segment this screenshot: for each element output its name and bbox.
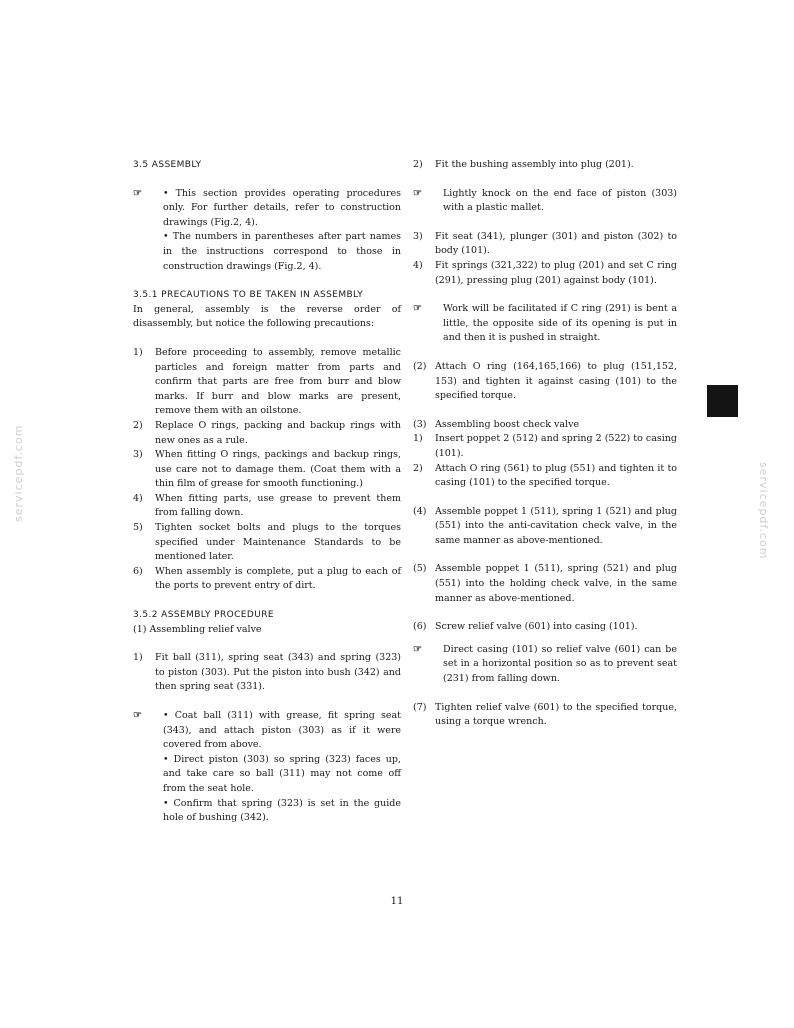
watermark-right: servicepdf.com — [757, 462, 770, 560]
pointing-hand-icon: ☞ — [133, 710, 142, 721]
intro-bullet-1: • This section provides operating procedures only. For further details, refer to construction drawings (Fig.2, 4). — [163, 187, 401, 228]
watermark-left: servicepdf.com — [12, 424, 25, 522]
item-6: (6) Screw relief valve (601) into casing (101). — [413, 621, 638, 633]
left-column — [133, 158, 401, 826]
item-3: (3) Assembling boost check valve — [413, 418, 580, 430]
step-1: 1) Fit ball (311), spring seat (343) and spring (323) to piston (303). Put the piston into bush (342) and then spring seat (331). — [133, 652, 401, 693]
note-block-step-4: ☞ Work will be facilitated if C ring (291) is bent a little, the opposite side of its opening is put in and then it is pushed in straight. — [413, 303, 677, 344]
list-item: 5) Tighten socket bolts and plugs to the torques specified under Maintenance Standards to be mentioned later. — [133, 522, 401, 563]
section-heading: 3.5 ASSEMBLY — [133, 160, 202, 170]
subsection-intro-351: In general, assembly is the reverse order of disassembly, but notice the following precautions: — [133, 303, 401, 330]
page-number: 11 — [390, 896, 404, 907]
intro-bullet-2: • The numbers in parentheses after part names in the instructions correspond to those in construction drawings (Fig.2, 4). — [163, 231, 401, 272]
sub-heading-relief-valve: (1) Assembling relief valve — [133, 623, 262, 635]
pointing-hand-icon: ☞ — [413, 643, 422, 655]
pointing-hand-icon: ☞ — [133, 187, 142, 199]
note-bullet: • Coat ball (311) with grease, fit spring seat (343), and attach piston (303) as if it were covered from above. — [163, 710, 401, 751]
item-5: (5) Assemble poppet 1 (511), spring (521) and plug (551) into the holding check valve, in the same manner as above-mentioned. — [413, 563, 677, 604]
section-tab-marker — [707, 385, 738, 417]
item-7: (7) Tighten relief valve (601) to the specified torque, using a torque wrench. — [413, 701, 677, 728]
list-item: 1) Before proceeding to assembly, remove metallic particles and foreign matter from parts and confirm that parts are free from burr and blow marks. If burr and blow marks are present, remove them with an oilstone. — [133, 346, 401, 417]
item-4: (4) Assemble poppet 1 (511), spring 1 (521) and plug (551) into the anti-cavitation check valve, in the same manner as above-mentioned. — [413, 505, 677, 546]
step-3: 3) Fit seat (341), plunger (301) and piston (302) to body (101). — [413, 230, 677, 257]
note-block-intro — [133, 187, 401, 275]
note-block-item-6: ☞ Direct casing (101) so relief valve (601) can be set in a horizontal position so as to prevent seat (231) from falling down. — [413, 643, 677, 685]
list-item: 4) When fitting parts, use grease to prevent them from falling down. — [133, 492, 401, 519]
note-block-step-1 — [133, 709, 401, 826]
note-block-step-2: ☞ Lightly knock on the end face of piston (303) with a plastic mallet. — [413, 187, 677, 214]
item-2: (2) Attach O ring (164,165,166) to plug (151,152, 153) and tighten it against casing (101) to the specified torque. — [413, 360, 677, 402]
item-3-2: 2) Attach O ring (561) to plug (551) and tighten it to casing (101) to the specified torque. — [413, 462, 677, 489]
pointing-hand-icon: ☞ — [413, 187, 422, 199]
list-item: 3) When fitting O rings, packings and backup rings, use care not to damage them. (Coat them with a thin film of grease for smooth functioning.) — [133, 449, 401, 490]
right-column — [413, 158, 677, 730]
step-2: 2) Fit the bushing assembly into plug (201). — [413, 159, 634, 170]
precautions-list — [133, 346, 401, 594]
note-bullet: • Direct piston (303) so spring (323) faces up, and take care so ball (311) may not come off from the seat hole. — [163, 753, 401, 794]
subsection-heading-351: 3.5.1 PRECAUTIONS TO BE TAKEN IN ASSEMBLY — [133, 290, 364, 301]
step-4: 4) Fit springs (321,322) to plug (201) and set C ring (291), pressing plug (201) against body (101). — [413, 259, 677, 286]
note-bullet: • Confirm that spring (323) is set in the guide hole of bushing (342). — [163, 797, 401, 824]
list-item: 6) When assembly is complete, put a plug to each of the ports to prevent entry of dirt. — [133, 565, 401, 592]
list-item: 2) Replace O rings, packing and backup rings with new ones as a rule. — [133, 419, 401, 446]
item-3-1: 1) Insert poppet 2 (512) and spring 2 (522) to casing (101). — [413, 433, 677, 459]
subsection-heading-352: 3.5.2 ASSEMBLY PROCEDURE — [133, 610, 274, 621]
pointing-hand-icon: ☞ — [413, 303, 422, 315]
